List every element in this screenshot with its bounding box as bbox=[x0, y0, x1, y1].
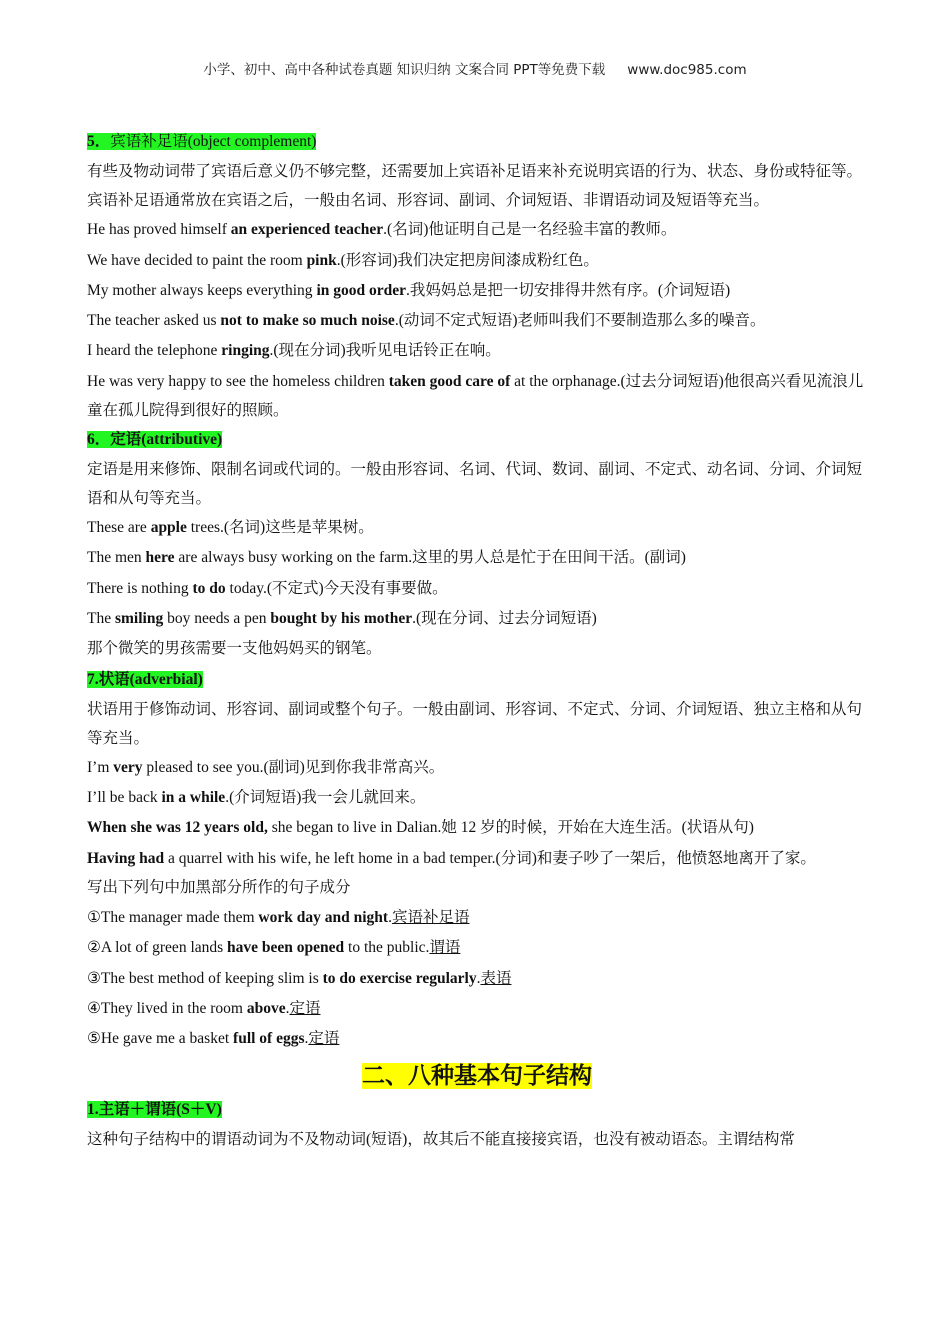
exercise-answer: 宾语补足语 bbox=[391, 909, 470, 927]
example-translation: 那个微笑的男孩需要一支他妈妈买的钢笔。 bbox=[87, 640, 382, 658]
example-sentence: I heard the telephone ringing.(现在分词)我听见电话铃正在响。 bbox=[87, 342, 501, 360]
example-sentence: I’ll be back in a while.(介词短语)我一会儿就回来。 bbox=[87, 789, 426, 807]
part-2-section-1-intro: 这种句子结构中的谓语动词为不及物动词(短语)，故其后不能直接接宾语，也没有被动语态。主谓结构常 bbox=[87, 1130, 795, 1148]
example-sentence: Having had a quarrel with his wife, he left home in a bad temper.(分词)和妻子吵了一架后，他愤怒地离开了家。 bbox=[87, 849, 816, 867]
section-7-heading: 7.状语(adverbial) bbox=[87, 670, 203, 688]
example-sentence: The teacher asked us not to make so much noise.(动词不定式短语)老师叫我们不要制造那么多的噪音。 bbox=[87, 312, 766, 330]
example-sentence: There is nothing to do today.(不定式)今天没有事要做。 bbox=[87, 579, 448, 597]
example-sentence: I’m very pleased to see you.(副词)见到你我非常高兴。 bbox=[87, 758, 445, 776]
part-2-title: 二、八种基本句子结构 bbox=[362, 1062, 592, 1089]
example-sentence: When she was 12 years old, she began to live in Dalian.她 12 岁的时候，开始在大连生活。(状语从句) bbox=[87, 819, 754, 837]
exercise-prompt: 写出下列句中加黑部分所作的句子成分 bbox=[87, 878, 351, 896]
section-title: 宾语补足语(object complement) bbox=[110, 133, 317, 150]
example-sentence: The men here are always busy working on the farm.这里的男人总是忙于在田间干活。(副词) bbox=[87, 549, 686, 567]
exercise-answer: 定语 bbox=[308, 1030, 340, 1048]
section-7-intro: 状语用于修饰动词、形容词、副词或整个句子。一般由副词、形容词、不定式、分词、介词短语、独立主格和从句等充当。 bbox=[87, 700, 863, 747]
example-sentence: My mother always keeps everything in good order.我妈妈总是把一切安排得井然有序。(介词短语) bbox=[87, 281, 731, 299]
exercise-item: ④They lived in the room above.定语 bbox=[87, 999, 321, 1017]
example-sentence: The smiling boy needs a pen bought by his mother.(现在分词、过去分词短语) bbox=[87, 609, 597, 627]
exercise-item: ①The manager made them work day and night.宾语补足语 bbox=[87, 909, 470, 927]
exercise-answer: 表语 bbox=[480, 969, 512, 987]
example-sentence: These are apple trees.(名词)这些是苹果树。 bbox=[87, 519, 374, 537]
exercise-answer: 谓语 bbox=[429, 939, 461, 957]
exercise-item: ③The best method of keeping slim is to do exercise regularly.表语 bbox=[87, 969, 512, 987]
section-5-heading: 5．宾语补足语(object complement) bbox=[87, 133, 317, 150]
exercise-item: ⑤He gave me a basket full of eggs.定语 bbox=[87, 1030, 340, 1048]
part-2-section-1-heading: 1.主语＋谓语(S＋V) bbox=[87, 1100, 222, 1118]
example-sentence: He was very happy to see the homeless children taken good care of at the orphanage.(过去分词短语)他很高兴看见流浪儿童在孤儿院得到很好的照顾。 bbox=[87, 372, 864, 419]
exercise-item: ②A lot of green lands have been opened to the public.谓语 bbox=[87, 939, 461, 957]
document-body bbox=[87, 127, 867, 1155]
section-6-intro: 定语是用来修饰、限制名词或代词的。一般由形容词、名词、代词、数词、副词、不定式、动名词、分词、介词短语和从句等充当。 bbox=[87, 461, 863, 508]
section-number: 5 bbox=[87, 133, 95, 150]
example-sentence: He has proved himself an experienced teacher.(名词)他证明自己是一名经验丰富的教师。 bbox=[87, 221, 677, 239]
example-sentence: We have decided to paint the room pink.(形容词)我们决定把房间漆成粉红色。 bbox=[87, 251, 599, 269]
header-site[interactable]: www.doc985.com bbox=[627, 62, 747, 78]
exercise-answer: 定语 bbox=[289, 999, 321, 1017]
page-header bbox=[0, 58, 950, 78]
header-tagline: 小学、初中、高中各种试卷真题 知识归纳 文案合同 PPT等免费下载 bbox=[203, 62, 606, 78]
section-6-heading: 6．定语(attributive) bbox=[87, 430, 223, 448]
section-5-intro: 有些及物动词带了宾语后意义仍不够完整，还需要加上宾语补足语来补充说明宾语的行为、状态、身份或特征等。宾语补足语通常放在宾语之后，一般由名词、形容词、副词、介词短语、非谓语动词及短语等充当。 bbox=[87, 163, 863, 210]
